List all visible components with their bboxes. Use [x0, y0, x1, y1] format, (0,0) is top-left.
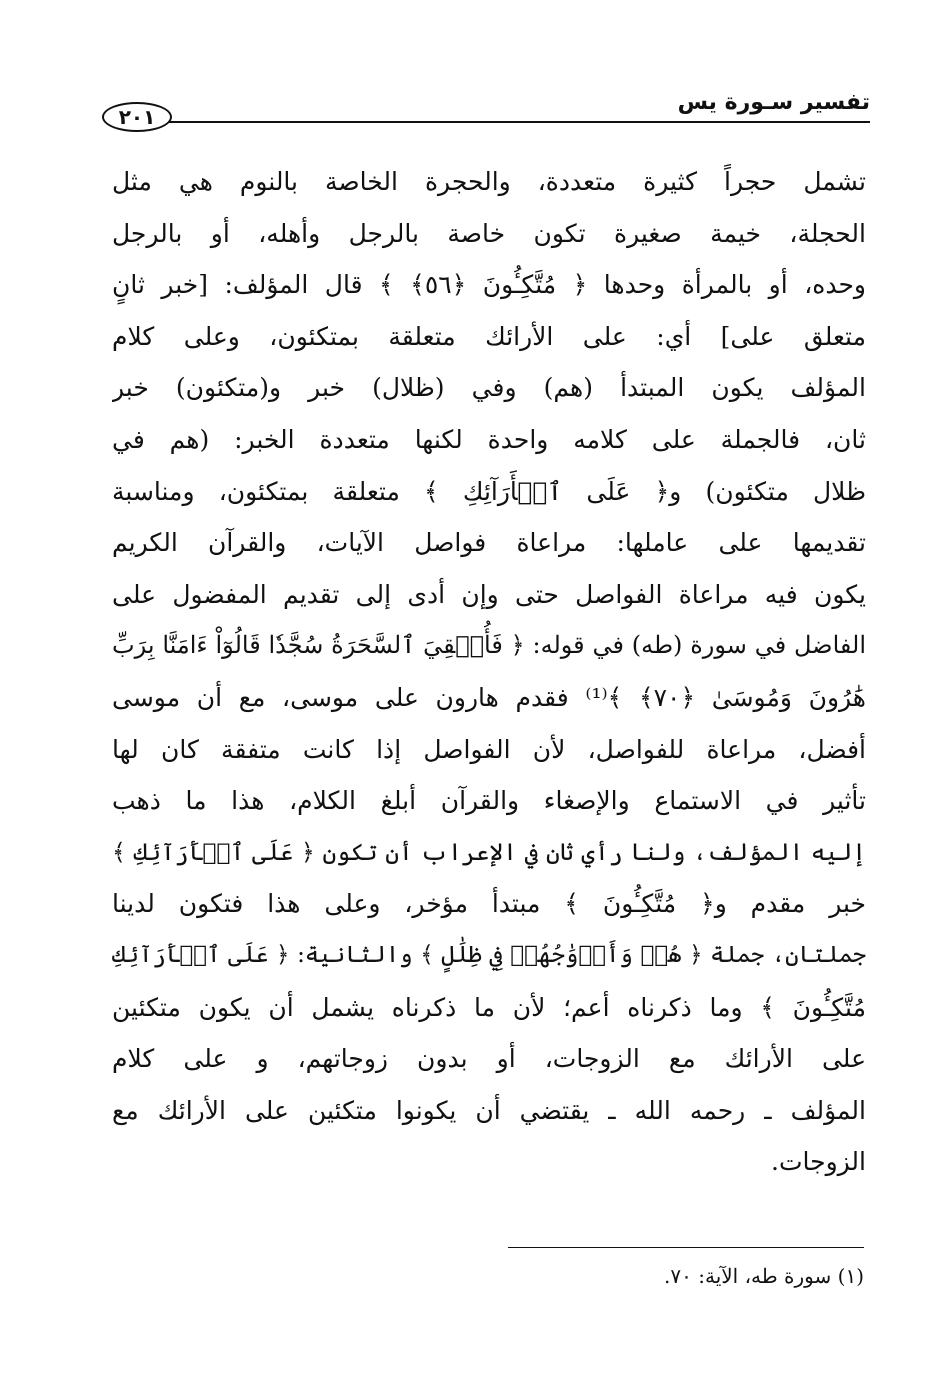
footnote: (١) سورة طه، الآية: ٧٠.	[664, 1264, 864, 1288]
text-line: وحده، أو بالمرأة وحدها ﴿ مُتَّكِـُٔونَ ﴿٥٦﴾ ﴾ قال المؤلف: [خبر ثانٍ	[112, 270, 866, 300]
text-line: متعلق على] أي: على الأرائك متعلقة بمتكئون، وعلى كلام	[112, 321, 866, 351]
text-line: جملتان، جملة ﴿ هُمۡ وَأَزۡوَٰجُهُمۡ فِي ظِلَٰلٍ ﴾ والثانية: ﴿ عَلَى ٱلۡأَرَآئِكِ	[112, 941, 866, 968]
text-line: خبر مقدم و﴿ مُتَّكِـُٔونَ ﴾ مبتدأ مؤخر، وعلى هذا فتكون لدينا	[112, 889, 866, 919]
text-line: ثان، فالجملة على كلامه واحدة لكنها متعددة الخبر: (هم في	[112, 424, 866, 454]
header-divider	[168, 121, 870, 123]
text-line: هَٰرُونَ وَمُوسَىٰ ﴿٧٠﴾ ﴾⁽¹⁾ فقدم هارون على موسى، مع أن موسى	[112, 682, 866, 712]
page-header	[102, 88, 870, 134]
text-line: الفاضل في سورة (طه) في قوله: ﴿ فَأُلۡقِيَ ٱلسَّحَرَةُ سُجَّدٗا قَالُوٓاْ ءَامَنَّا بِرَبِّ	[112, 631, 866, 660]
text-line: المؤلف يكون المبتدأ (هم) وفي (ظلال) خبر و(متكئون) خبر	[112, 373, 866, 403]
text-line: أفضل، مراعاة للفواصل، لأن الفواصل إذا كانت متفقة كان لها	[112, 734, 866, 764]
running-title: تفسير سـورة يس	[677, 90, 870, 115]
page-number: ٢٠١	[102, 102, 172, 132]
footnote-divider	[508, 1247, 864, 1248]
text-line: يكون فيه مراعاة الفواصل حتى وإن أدى إلى تقديم المفضول على	[112, 579, 866, 609]
text-line: ظلال متكئون) و﴿ عَلَى ٱلۡأَرَآئِكِ ﴾ متعلقة بمتكئون، ومناسبة	[112, 476, 866, 506]
body-text	[112, 156, 866, 1188]
text-line: مُتَّكِـُٔونَ ﴾ وما ذكرناه أعم؛ لأن ما ذكرناه يشمل أن يكون متكئين	[112, 992, 866, 1022]
text-line: تأثير في الاستماع والإصغاء والقرآن أبلغ الكلام، هذا ما ذهب	[112, 786, 866, 816]
text-line: إليه المؤلف، ولنا رأي ثان في الإعراب أن تكون ﴿ عَلَى ٱلۡأَرَآئِكِ ﴾	[112, 837, 866, 866]
text-line: الزوجات.	[771, 1147, 866, 1177]
text-line: تشمل حجراً كثيرة متعددة، والحجرة الخاصة بالنوم هي مثل	[112, 167, 866, 196]
text-line: على الأرائك مع الزوجات، أو بدون زوجاتهم، و على كلام	[112, 1044, 866, 1074]
text-line: الحجلة، خيمة صغيرة تكون خاصة بالرجل وأهله، أو بالرجل	[112, 218, 866, 248]
text-line: تقديمها على عاملها: مراعاة فواصل الآيات، والقرآن الكريم	[112, 528, 866, 558]
text-line: المؤلف ـ رحمه الله ـ يقتضي أن يكونوا متكئين على الأرائك مع	[112, 1095, 866, 1125]
